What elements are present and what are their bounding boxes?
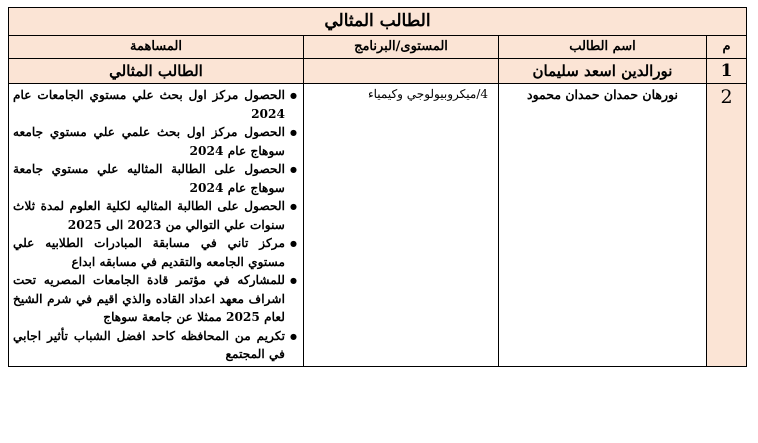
student-name: نورالدين اسعد سليمان	[499, 59, 707, 84]
list-item: ● مركز تاني في مسابقة المبادرات الطلابيه علي مستوي الجامعه والتقديم في مسابقه ابداع	[13, 234, 297, 271]
achievements-list	[9, 84, 303, 366]
student-contribution: الطالب المثالي	[8, 59, 303, 84]
list-item: ● تكريم من المحافظه كاحد افضل الشباب تأثير اجابي في المجتمع	[13, 327, 297, 364]
student-program: 4/ميكروبيولوجي وكيمياء	[304, 84, 499, 367]
ideal-student-table	[8, 7, 747, 367]
header-name: اسم الطالب	[499, 36, 707, 59]
table-row	[8, 59, 746, 84]
list-item: ● للمشاركه في مؤتمر قادة الجامعات المصريه تحت اشراف معهد اعداد القاده والذي اقيم في شرم الشيخ لعام 2025 ممثلا عن جامعة سوهاج	[13, 271, 297, 327]
student-name: نورهان حمدان حمدان محمود	[499, 84, 707, 367]
header-contribution: المساهمة	[8, 36, 303, 59]
student-program	[304, 59, 499, 84]
student-achievements	[8, 84, 303, 367]
table-row	[8, 84, 746, 367]
row-number: 1	[707, 59, 747, 84]
honor-table-wrapper	[9, 7, 747, 367]
list-item: ● الحصول على الطالبة المثاليه لكلية العلوم لمدة ثلاث سنوات علي التوالي من 2023 الى 2025	[13, 197, 297, 234]
table-title: الطالب المثالي	[8, 8, 746, 36]
list-item: ● الحصول مركز اول بحث علمي علي مستوي جامعه سوهاج عام 2024	[13, 123, 297, 160]
list-item: ● الحصول على الطالبة المثاليه علي مستوي جامعة سوهاج عام 2024	[13, 160, 297, 197]
list-item: ● الحصول مركز اول بحث علي مستوي الجامعات عام 2024	[13, 86, 297, 123]
header-num: م	[707, 36, 747, 59]
header-row	[8, 36, 746, 59]
row-number: 2	[707, 84, 747, 367]
header-program: المستوى/البرنامج	[304, 36, 499, 59]
